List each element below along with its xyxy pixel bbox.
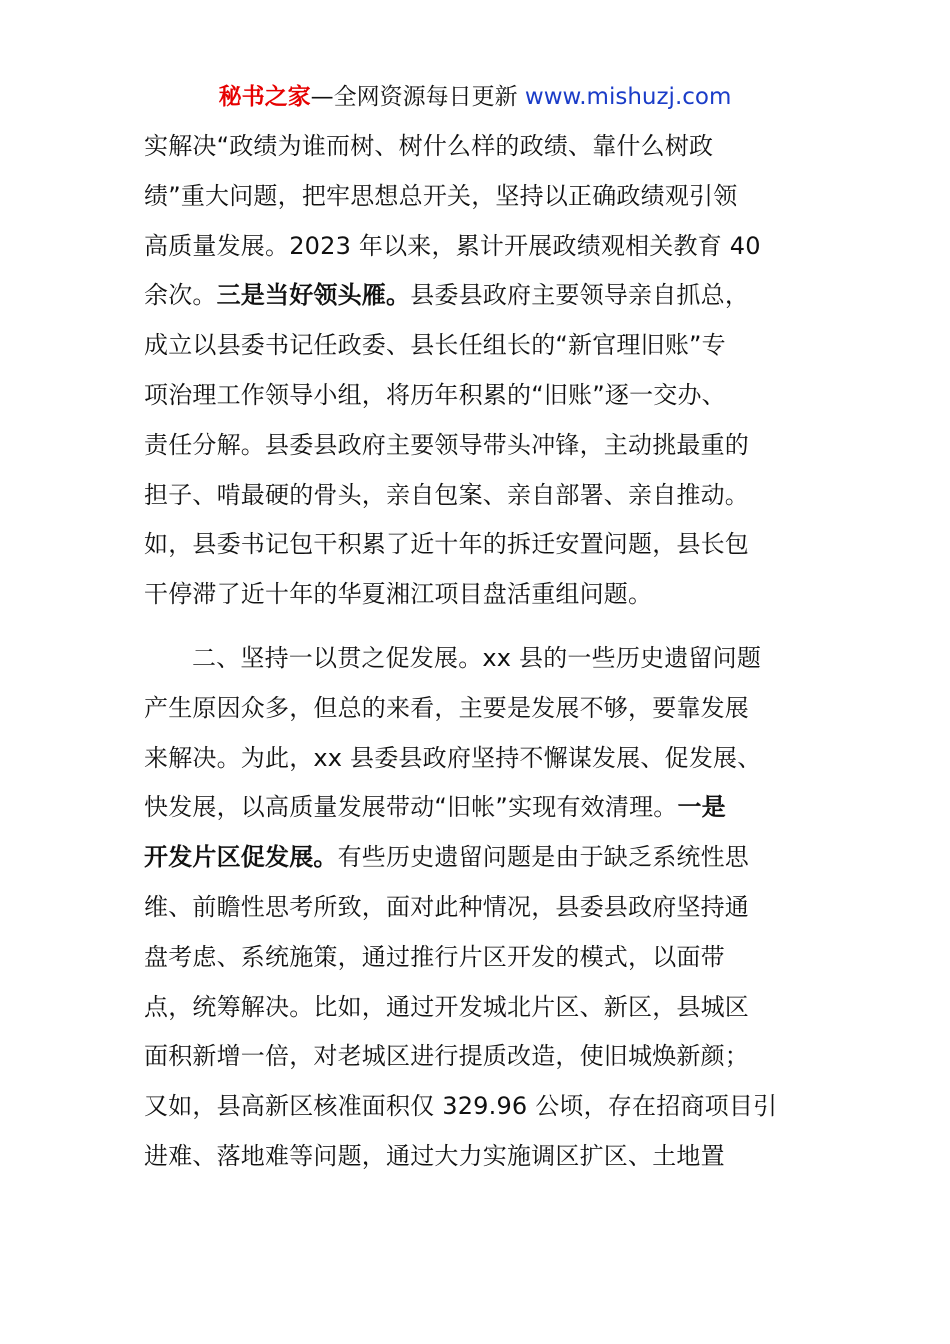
text-line: 绩”重大问题，把牢思想总开关，坚持以正确政绩观引领: [144, 181, 738, 210]
text-line: 成立以县委书记任政委、县长任组长的“新官理旧账”专: [144, 331, 726, 360]
text-line: 项治理工作领导小组，将历年积累的“旧账”逐一交办、: [144, 380, 726, 409]
text-line: 担子、啃最硬的骨头，亲自包案、亲自部署、亲自推动。: [144, 480, 749, 509]
text-run: 有些历史遗留问题是由于缺乏系统性思: [337, 843, 750, 872]
text-line: 点，统筹解决。比如，通过开发城北片区、新区，县城区: [144, 992, 749, 1021]
text-line: 如，县委书记包干积累了近十年的拆迁安置问题，县长包: [144, 530, 749, 559]
site-url[interactable]: www.mishuzj.com: [524, 84, 732, 110]
page-header: [0, 80, 950, 114]
text-line: 又如，县高新区核准面积仅 329.96 公顷，存在招商项目引: [144, 1092, 778, 1121]
text-run: 县委县政府主要领导亲自抓总，: [410, 281, 750, 310]
bold-heading: 三是当好领头雁。: [216, 281, 411, 310]
text-line: 面积新增一倍，对老城区进行提质改造，使旧城焕新颜；: [144, 1042, 749, 1071]
paragraph-gap: [144, 620, 808, 634]
text-line: 来解决。为此，xx 县委县政府坚持不懈谋发展、促发展、: [144, 743, 762, 772]
bold-heading: 开发片区促发展。: [144, 843, 338, 872]
header-slogan: —全网资源每日更新: [310, 84, 525, 110]
text-run: 余次。: [144, 281, 217, 310]
text-line: [144, 783, 808, 833]
text-line: 进难、落地难等问题，通过大力实施调区扩区、土地置: [144, 1141, 725, 1170]
text-line: 盘考虑、系统施策，通过推行片区开发的模式，以面带: [144, 942, 725, 971]
text-line: 产生原因众多，但总的来看，主要是发展不够，要靠发展: [144, 693, 749, 722]
text-line: 干停滞了近十年的华夏湘江项目盘活重组问题。: [144, 580, 653, 609]
text-line: 实解决“政绩为谁而树、树什么样的政绩、靠什么树政: [144, 132, 714, 160]
text-line: 责任分解。县委县政府主要领导带头冲锋，主动挑最重的: [144, 430, 749, 459]
brand-name: 秘书之家: [218, 84, 311, 110]
document-body: [144, 122, 808, 1182]
text-line: 高质量发展。2023 年以来，累计开展政绩观相关教育 40: [144, 231, 761, 260]
text-run: 快发展，以高质量发展带动“旧帐”实现有效清理。: [144, 793, 678, 822]
text-line: 维、前瞻性思考所致，面对此种情况，县委县政府坚持通: [144, 892, 749, 921]
text-line: 二、坚持一以贯之促发展。xx 县的一些历史遗留问题: [192, 643, 762, 672]
bold-heading: 一是: [677, 793, 726, 822]
text-line: [144, 833, 808, 883]
text-line: [144, 271, 808, 321]
